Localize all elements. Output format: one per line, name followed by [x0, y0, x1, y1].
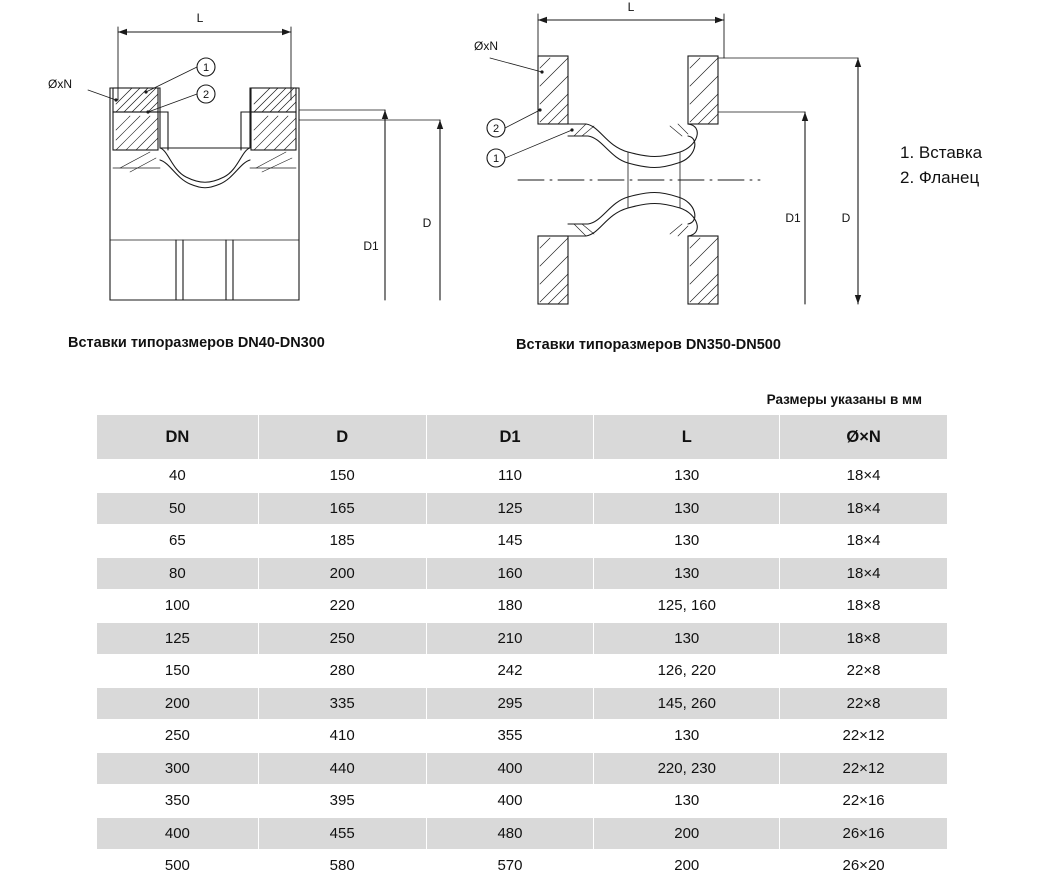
table-cell: 130	[594, 492, 780, 525]
table-cell: 130	[594, 785, 780, 818]
table-cell: 400	[97, 817, 259, 850]
table-cell: 440	[258, 752, 426, 785]
table-row	[97, 622, 948, 655]
flange-bottom-left	[538, 236, 568, 304]
table-cell: 295	[426, 687, 594, 720]
table-cell: 200	[594, 850, 780, 883]
label-callout2-left: 2	[202, 89, 210, 101]
table-cell: 160	[426, 557, 594, 590]
label-D1-right: D1	[785, 211, 801, 225]
table-header-row	[97, 415, 948, 460]
table-header-d: D	[258, 415, 426, 460]
table-row	[97, 785, 948, 818]
table-cell: 570	[426, 850, 594, 883]
table-cell: 580	[258, 850, 426, 883]
table-row	[97, 590, 948, 623]
flange-bottom-right	[688, 236, 718, 304]
table-cell: 18×4	[780, 460, 948, 493]
caption-dn350-dn500: Вставки типоразмеров DN350-DN500	[516, 337, 781, 353]
table-cell: 500	[97, 850, 259, 883]
bellows-top	[568, 124, 697, 157]
table-cell: 130	[594, 622, 780, 655]
label-L-right: L	[627, 0, 635, 14]
table-cell: 130	[594, 720, 780, 753]
table-row	[97, 720, 948, 753]
table-cell: 22×8	[780, 655, 948, 688]
table-cell: 100	[97, 590, 259, 623]
table-header-dxn: Ø×N	[780, 415, 948, 460]
table-cell: 125	[97, 622, 259, 655]
table-cell: 410	[258, 720, 426, 753]
table-cell: 40	[97, 460, 259, 493]
table-cell: 22×8	[780, 687, 948, 720]
table-cell: 125	[426, 492, 594, 525]
table-cell: 18×4	[780, 492, 948, 525]
table-cell: 480	[426, 817, 594, 850]
bellows-curve	[160, 148, 250, 182]
table-cell: 250	[97, 720, 259, 753]
drawing-dn350-dn500	[460, 0, 890, 330]
table-cell: 18×8	[780, 590, 948, 623]
table-cell: 220	[258, 590, 426, 623]
table-cell: 80	[97, 557, 259, 590]
table-cell: 300	[97, 752, 259, 785]
table-cell: 130	[594, 557, 780, 590]
table-cell: 350	[97, 785, 259, 818]
table-cell: 65	[97, 525, 259, 558]
table-header-dn: DN	[97, 415, 259, 460]
caption-dn40-dn300: Вставки типоразмеров DN40-DN300	[68, 335, 325, 351]
table-cell: 125, 160	[594, 590, 780, 623]
table-cell: 200	[258, 557, 426, 590]
table-cell: 242	[426, 655, 594, 688]
body-outline	[110, 88, 299, 300]
table-cell: 400	[426, 752, 594, 785]
table-cell: 26×16	[780, 817, 948, 850]
table-cell: 145	[426, 525, 594, 558]
flange-top-left	[538, 56, 568, 124]
table-cell: 18×8	[780, 622, 948, 655]
drawing-dn40-dn300	[0, 0, 470, 330]
table-cell: 130	[594, 460, 780, 493]
table-row	[97, 817, 948, 850]
table-cell: 210	[426, 622, 594, 655]
table-row	[97, 687, 948, 720]
table-cell: 26×20	[780, 850, 948, 883]
table-cell: 335	[258, 687, 426, 720]
dimensions-table	[96, 414, 948, 883]
legend-item-1: 1. Вставка	[900, 143, 983, 162]
table-cell: 22×16	[780, 785, 948, 818]
table-row	[97, 850, 948, 883]
table-cell: 126, 220	[594, 655, 780, 688]
table-cell: 22×12	[780, 752, 948, 785]
table-header-d1: D1	[426, 415, 594, 460]
table-row	[97, 655, 948, 688]
table-row	[97, 492, 948, 525]
table-cell: 250	[258, 622, 426, 655]
table-cell: 185	[258, 525, 426, 558]
table-cell: 200	[97, 687, 259, 720]
table-cell: 18×4	[780, 557, 948, 590]
table-row	[97, 752, 948, 785]
table-cell: 150	[258, 460, 426, 493]
table-cell: 145, 260	[594, 687, 780, 720]
table-cell: 355	[426, 720, 594, 753]
label-D-right: D	[841, 211, 851, 225]
table-cell: 150	[97, 655, 259, 688]
table-row	[97, 525, 948, 558]
table-cell: 220, 230	[594, 752, 780, 785]
table-cell: 50	[97, 492, 259, 525]
table-row	[97, 460, 948, 493]
table-cell: 110	[426, 460, 594, 493]
units-note: Размеры указаны в мм	[766, 392, 922, 407]
drawings-area	[0, 0, 1044, 370]
label-dxn-left: ØxN	[48, 77, 72, 91]
label-callout2-right: 2	[492, 123, 500, 135]
table-cell: 165	[258, 492, 426, 525]
label-D1-left: D1	[363, 239, 379, 253]
flange-top-right	[688, 56, 718, 124]
label-L-left: L	[196, 11, 204, 25]
table-cell: 400	[426, 785, 594, 818]
label-D-left: D	[422, 216, 432, 230]
legend	[900, 140, 982, 190]
table-cell: 18×4	[780, 525, 948, 558]
table-cell: 180	[426, 590, 594, 623]
table-cell: 22×12	[780, 720, 948, 753]
table-cell: 280	[258, 655, 426, 688]
label-callout1-right: 1	[492, 153, 500, 165]
legend-item-2: 2. Фланец	[900, 168, 980, 187]
table-cell: 395	[258, 785, 426, 818]
table-cell: 200	[594, 817, 780, 850]
table-row	[97, 557, 948, 590]
table-cell: 455	[258, 817, 426, 850]
label-callout1-left: 1	[202, 62, 210, 74]
table-cell: 130	[594, 525, 780, 558]
label-dxn-right: ØxN	[474, 39, 498, 53]
table-header-l: L	[594, 415, 780, 460]
